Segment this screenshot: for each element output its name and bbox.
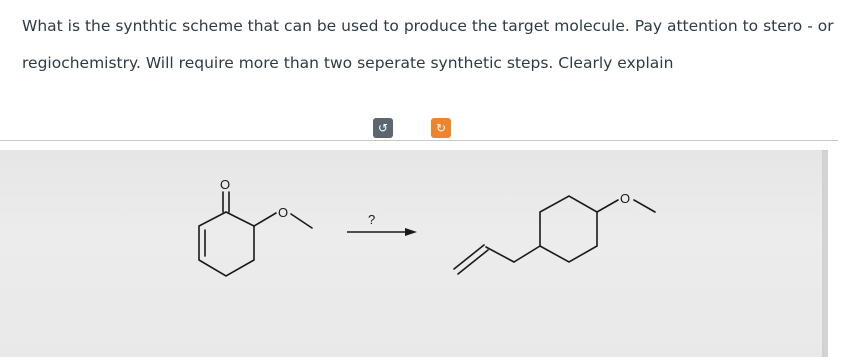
arrow-label: ?	[368, 212, 376, 227]
image-frame-border	[0, 140, 838, 141]
image-frame-edge	[822, 150, 828, 357]
side-chain-ch2	[254, 213, 276, 226]
starting-material	[199, 192, 312, 276]
reaction-scheme-drawing	[0, 150, 822, 357]
target-ether-oxygen-label: O	[620, 191, 631, 206]
image-toolbar	[0, 112, 858, 142]
ether-oxygen-label: O	[278, 205, 289, 220]
reaction-scheme-image	[0, 150, 822, 357]
rotate-clockwise-icon[interactable]: ↻	[431, 118, 451, 138]
target-methyl-bond	[634, 200, 655, 212]
target-molecule	[454, 196, 655, 274]
cyclohexenone-ring	[199, 212, 254, 276]
allyl-ch2-bond	[486, 247, 514, 262]
question-text: What is the synthtic scheme that can be used to produce the target molecule. Pay attention to stero - or regiochemistry. Will require more than two seperate synthetic steps. Clearly explain	[22, 17, 834, 72]
cyclohexane-ring	[540, 196, 597, 262]
target-ch2-bond	[597, 200, 618, 212]
side-chain-methyl	[291, 214, 312, 228]
reaction-arrow	[347, 228, 417, 236]
carbonyl-oxygen-label: O	[220, 177, 231, 192]
rotate-counterclockwise-icon[interactable]: ↺	[373, 118, 393, 138]
ring-attachment-bond	[514, 246, 540, 262]
